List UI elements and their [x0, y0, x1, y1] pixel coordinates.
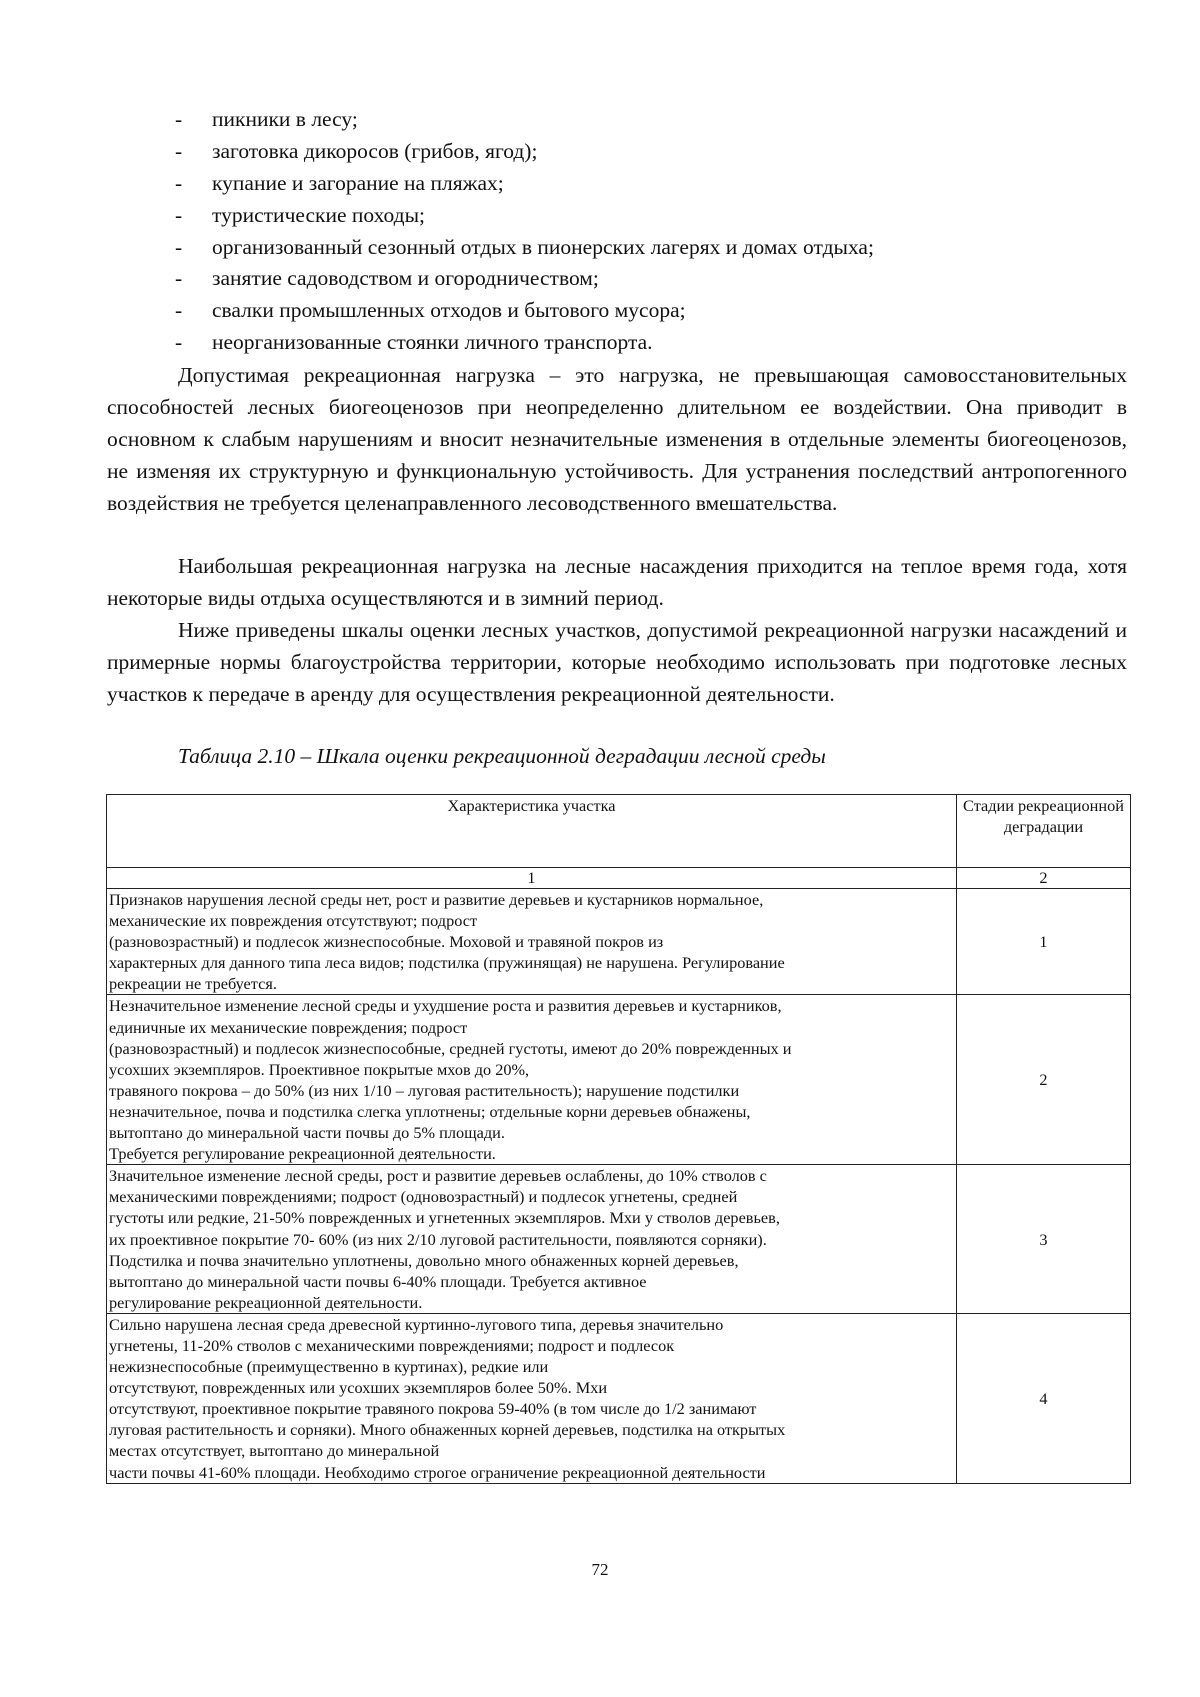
description-line: части почвы 41-60% площади. Необходимо строгое ограничение рекреационной деятельности: [109, 1462, 766, 1482]
column-number: 1: [107, 868, 957, 889]
description-line: Сильно нарушена лесная среда древесной куртинно-лугового типа, деревья значительно: [109, 1314, 724, 1334]
row-description: [107, 995, 957, 1165]
description-line: характерных для данного типа леса видов; подстилка (пружинящая) не нарушена. Регулирование: [109, 953, 785, 973]
list-item: - купание и загорание на пляжах;: [175, 168, 1115, 200]
list-item: - свалки промышленных отходов и бытового мусора;: [175, 295, 1115, 327]
bullet-list: [175, 104, 1115, 359]
list-item: - неорганизованные стоянки личного транспорта.: [175, 327, 1115, 359]
description-line: усохших экземпляров. Проективное покрытые мхов до 20%,: [109, 1059, 530, 1079]
header-characteristic: Характеристика участка: [107, 795, 957, 868]
description-line: вытоптано до минеральной части почвы до 5% площади.: [109, 1123, 505, 1143]
row-description: [107, 889, 957, 995]
column-number-row: [107, 868, 1131, 889]
description-line: травяного покрова – до 50% (из них 1/10 – луговая растительность); нарушение подстилки: [109, 1080, 740, 1100]
description-line: регулирование рекреационной деятельности.: [109, 1292, 423, 1312]
description-line: (разновозрастный) и подлесок жизнеспособные, средней густоты, имеют до 20% поврежденных и: [109, 1038, 792, 1058]
description-line: густоты или редкие, 21-50% поврежденных и угнетенных экземпляров. Мхи у стволов деревьев,: [109, 1208, 780, 1228]
description-line: отсутствуют, поврежденных или усохших экземпляров более 50%. Мхи: [109, 1378, 608, 1398]
description-line: Признаков нарушения лесной среды нет, рост и развитие деревьев и кустарников нормальное,: [109, 890, 764, 909]
paragraph-permissible-load: Допустимая рекреационная нагрузка – это нагрузка, не превышающая самовосстановительных способностей лесных биогеоценозов при неопределенно длительном ее воздействии. Она приводит в основном к слабым нарушениям и вносит незначительные изменения в отдельные элементы биогеоценозов, не изменяя их структурную и функциональную устойчивость. Для устранения последствий антропогенного воздействия не требуется целенаправленного лесоводственного вмешательства.: [107, 363, 1127, 515]
row-description: [107, 1313, 957, 1483]
paragraph-scales-intro: Ниже приведены шкалы оценки лесных участков, допустимой рекреационной нагрузки насаждений и примерные нормы благоустройства территории, которые необходимо использовать при подготовке лесных участков к передаче в аренду для осуществления рекреационной деятельности.: [107, 618, 1127, 706]
row-stage: 2: [957, 995, 1131, 1165]
row-stage: 3: [957, 1165, 1131, 1314]
row-description: [107, 1165, 957, 1314]
table-header-row: [107, 795, 1131, 868]
table-row: [107, 1313, 1131, 1483]
table-row: [107, 889, 1131, 995]
description-line: Значительное изменение лесной среды, рост и развитие деревьев ослаблены, до 10% стволов с: [109, 1166, 767, 1186]
description-line: угнетены, 11-20% стволов с механическими повреждениями; подрост и подлесок: [109, 1335, 675, 1355]
table-row: [107, 1165, 1131, 1314]
description-line: Незначительное изменение лесной среды и ухудшение роста и развития деревьев и кустарников,: [109, 996, 782, 1016]
description-line: рекреации не требуется.: [109, 974, 277, 994]
description-line: (разновозрастный) и подлесок жизнеспособные. Моховой и травяной покров из: [109, 932, 664, 952]
description-line: их проективное покрытие 70- 60% (из них 2/10 луговой растительности, появляются сорняки).: [109, 1229, 767, 1249]
degradation-table: [106, 794, 1131, 1484]
description-line: местах отсутствует, вытоптано до минеральной: [109, 1441, 440, 1461]
list-item: - занятие садоводством и огородничеством;: [175, 263, 1115, 295]
description-line: Подстилка и почва значительно уплотнены, довольно много обнаженных корней деревьев,: [109, 1250, 739, 1270]
description-line: незначительное, почва и подстилка слегка уплотнены; отдельные корни деревьев обнажены,: [109, 1101, 751, 1121]
description-line: единичные их механические повреждения; подрост: [109, 1017, 468, 1037]
paragraph-seasonal-load: Наибольшая рекреационная нагрузка на лесные насаждения приходится на теплое время года, хотя некоторые виды отдыха осуществляются и в зимний период.: [107, 554, 1127, 610]
table-row: [107, 995, 1131, 1165]
header-stages: Стадии рекреационной деградации: [957, 795, 1131, 868]
column-number: 2: [957, 868, 1131, 889]
list-item: - заготовка дикоросов (грибов, ягод);: [175, 136, 1115, 168]
description-line: отсутствуют, проективное покрытие травяного покрова 59-40% (в том числе до 1/2 занимают: [109, 1399, 757, 1419]
page-number: 72: [591, 1560, 609, 1579]
description-line: механическими повреждениями; подрост (одновозрастный) и подлесок угнетены, средней: [109, 1187, 738, 1207]
description-line: Требуется регулирование рекреационной деятельности.: [109, 1144, 496, 1164]
description-line: нежизнеспособные (преимущественно в куртинах), редкие или: [109, 1357, 549, 1377]
description-line: луговая растительность и сорняки). Много обнаженных корней деревьев, подстилка на открытых: [109, 1420, 786, 1440]
row-stage: 4: [957, 1313, 1131, 1483]
list-item: - туристические походы;: [175, 200, 1115, 232]
row-stage: 1: [957, 889, 1131, 995]
table-caption: Таблица 2.10 – Шкала оценки рекреационной деградации лесной среды: [178, 744, 826, 768]
description-line: вытоптано до минеральной части почвы 6-40% площади. Требуется активное: [109, 1271, 647, 1291]
list-item: - пикники в лесу;: [175, 104, 1115, 136]
list-item: - организованный сезонный отдых в пионерских лагерях и домах отдыха;: [175, 232, 1115, 264]
description-line: механические их повреждения отсутствуют; подрост: [109, 911, 478, 931]
